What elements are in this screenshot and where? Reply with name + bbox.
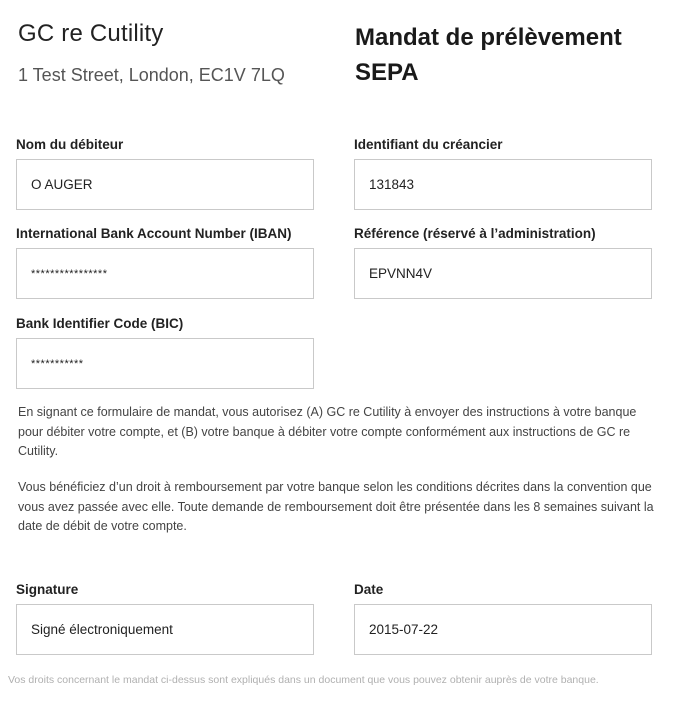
reference-field: EPVNN4V [354,248,652,299]
signature-label: Signature [16,582,79,597]
debtor-name-label: Nom du débiteur [16,137,124,152]
creditor-address: 1 Test Street, London, EC1V 7LQ [18,65,285,85]
authorization-text: En signant ce formulaire de mandat, vous autorisez (A) GC re Cutility à envoyer des instructions à votre banque pour débiter votre compte, et (B) votre banque à débiter votre compte conformément aux instructions de GC re Cutility. [18,405,637,458]
debtor-name-field: O AUGER [16,159,314,210]
date-field: 2015-07-22 [354,604,652,655]
iban-field: **************** [16,248,314,299]
creditor-name: GC re Cutility [18,20,164,47]
bic-label: Bank Identifier Code (BIC) [16,316,184,331]
iban-label: International Bank Account Number (IBAN) [16,226,292,241]
refund-text: Vous bénéficiez d’un droit à remboursement par votre banque selon les conditions décrites dans la convention que vous avez passée avec elle. Toute demande de remboursement doit être présentée dans les 8 semaines suivant la date de débit de votre compte. [18,480,654,533]
date-label: Date [354,582,384,597]
reference-label: Référence (réservé à l’administration) [354,226,596,241]
creditor-id-label: Identifiant du créancier [354,137,503,152]
document-title: Mandat de prélèvement SEPA [355,24,622,86]
bic-field: *********** [16,338,314,389]
signature-field: Signé électroniquement [16,604,314,655]
footer-note: Vos droits concernant le mandat ci-dessus sont expliqués dans un document que vous pouvez obtenir auprès de votre banque. [8,674,599,686]
creditor-id-field: 131843 [354,159,652,210]
